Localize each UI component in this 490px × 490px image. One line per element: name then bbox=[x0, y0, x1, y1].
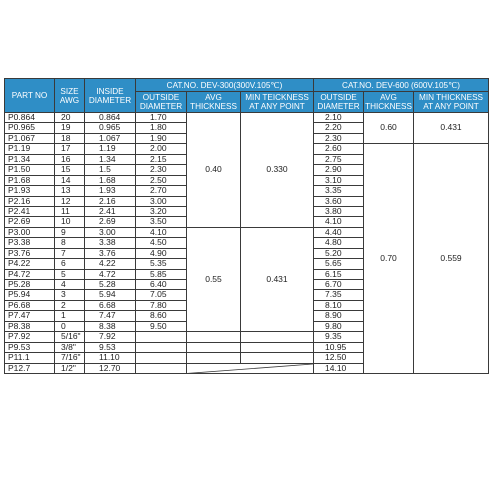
cell-part-no: P4.22 bbox=[5, 259, 55, 269]
table-header bbox=[5, 79, 489, 113]
cell-outside-diameter-300: 2.30 bbox=[136, 165, 187, 175]
cell-size-awg: 9 bbox=[55, 227, 85, 237]
cell-inside-diameter: 3.38 bbox=[85, 238, 136, 248]
cell-size-awg: 1/2" bbox=[55, 363, 85, 373]
cell-outside-diameter-600: 5.65 bbox=[314, 259, 364, 269]
cell-part-no: P1.067 bbox=[5, 133, 55, 143]
cell-part-no: P4.72 bbox=[5, 269, 55, 279]
cell-part-no: P8.38 bbox=[5, 321, 55, 331]
cell-size-awg: 13 bbox=[55, 186, 85, 196]
cell-part-no: P6.68 bbox=[5, 300, 55, 310]
cell-inside-diameter: 8.38 bbox=[85, 321, 136, 331]
cell-inside-diameter: 7.92 bbox=[85, 332, 136, 342]
cell-part-no: P1.93 bbox=[5, 186, 55, 196]
header-avg-thickness-600: AVG THICKNESS bbox=[365, 93, 412, 111]
cell-outside-diameter-600: 7.35 bbox=[314, 290, 364, 300]
cell-outside-diameter-300: 4.50 bbox=[136, 238, 187, 248]
cell-size-awg: 1 bbox=[55, 311, 85, 321]
cell-inside-diameter: 5.94 bbox=[85, 290, 136, 300]
cell-part-no: P2.16 bbox=[5, 196, 55, 206]
cell-part-no: P5.94 bbox=[5, 290, 55, 300]
cell-outside-diameter-300: 3.50 bbox=[136, 217, 187, 227]
cell-empty bbox=[136, 363, 187, 373]
cell-outside-diameter-300: 1.70 bbox=[136, 113, 187, 123]
cell-outside-diameter-600: 6.15 bbox=[314, 269, 364, 279]
cell-inside-diameter: 1.68 bbox=[85, 175, 136, 185]
cell-part-no: P12.7 bbox=[5, 363, 55, 373]
cell-min-thickness-300: 0.330 bbox=[241, 113, 314, 228]
cell-size-awg: 5/16" bbox=[55, 332, 85, 342]
cell-size-awg: 16 bbox=[55, 154, 85, 164]
cell-part-no: P1.19 bbox=[5, 144, 55, 154]
cell-empty bbox=[136, 342, 187, 352]
cell-size-awg: 5 bbox=[55, 269, 85, 279]
cell-outside-diameter-300: 7.80 bbox=[136, 300, 187, 310]
cell-outside-diameter-600: 8.90 bbox=[314, 311, 364, 321]
cell-outside-diameter-300: 2.50 bbox=[136, 175, 187, 185]
cell-inside-diameter: 0.965 bbox=[85, 123, 136, 133]
cell-not-applicable bbox=[187, 363, 314, 373]
cell-part-no: P3.76 bbox=[5, 248, 55, 258]
cell-inside-diameter: 6.68 bbox=[85, 300, 136, 310]
header-part-no: PART NO bbox=[5, 79, 55, 113]
header-size-awg: SIZE AWG bbox=[55, 79, 85, 113]
spec-table bbox=[4, 78, 489, 374]
cell-outside-diameter-300: 5.35 bbox=[136, 259, 187, 269]
cell-empty bbox=[136, 353, 187, 363]
cell-outside-diameter-600: 3.60 bbox=[314, 196, 364, 206]
cell-size-awg: 17 bbox=[55, 144, 85, 154]
cell-inside-diameter: 2.41 bbox=[85, 206, 136, 216]
cell-outside-diameter-600: 9.80 bbox=[314, 321, 364, 331]
cell-inside-diameter: 2.69 bbox=[85, 217, 136, 227]
cell-outside-diameter-300: 5.85 bbox=[136, 269, 187, 279]
cell-inside-diameter: 1.19 bbox=[85, 144, 136, 154]
cell-outside-diameter-600: 14.10 bbox=[314, 363, 364, 373]
cell-outside-diameter-600: 2.75 bbox=[314, 154, 364, 164]
header-min-thickness-300: MIN TEICKNESS AT ANY POINT bbox=[241, 92, 314, 113]
cell-size-awg: 4 bbox=[55, 280, 85, 290]
cell-part-no: P3.38 bbox=[5, 238, 55, 248]
cell-outside-diameter-600: 2.20 bbox=[314, 123, 364, 133]
table-body bbox=[5, 113, 489, 374]
cell-outside-diameter-300: 1.90 bbox=[136, 133, 187, 143]
header-avg-thickness-300: AVG THICKNESS bbox=[187, 92, 241, 113]
cell-inside-diameter: 0.864 bbox=[85, 113, 136, 123]
cell-empty bbox=[187, 353, 241, 363]
cell-part-no: P5.28 bbox=[5, 280, 55, 290]
cell-outside-diameter-600: 12.50 bbox=[314, 353, 364, 363]
cell-outside-diameter-600: 2.30 bbox=[314, 133, 364, 143]
cell-inside-diameter: 1.067 bbox=[85, 133, 136, 143]
cell-inside-diameter: 4.72 bbox=[85, 269, 136, 279]
cell-outside-diameter-300: 3.20 bbox=[136, 206, 187, 216]
cell-part-no: P11.1 bbox=[5, 353, 55, 363]
spec-table-container bbox=[4, 78, 488, 374]
cell-min-thickness-300: 0.431 bbox=[241, 227, 314, 331]
cell-avg-thickness-600: 0.70 bbox=[364, 144, 414, 374]
cell-inside-diameter: 3.00 bbox=[85, 227, 136, 237]
cell-size-awg: 18 bbox=[55, 133, 85, 143]
cell-outside-diameter-300: 3.00 bbox=[136, 196, 187, 206]
cell-outside-diameter-300: 2.70 bbox=[136, 186, 187, 196]
cell-outside-diameter-300: 4.90 bbox=[136, 248, 187, 258]
cell-size-awg: 7 bbox=[55, 248, 85, 258]
header-outside-diameter-300: OUTSIDE DIAMETER bbox=[136, 92, 187, 113]
cell-outside-diameter-300: 8.60 bbox=[136, 311, 187, 321]
cell-part-no: P0.864 bbox=[5, 113, 55, 123]
cell-empty bbox=[187, 332, 241, 342]
cell-outside-diameter-600: 3.35 bbox=[314, 186, 364, 196]
header-dev-300-group: CAT.NO. DEV-300(300V.105℃) bbox=[136, 79, 314, 92]
cell-min-thickness-600: 0.559 bbox=[414, 144, 489, 374]
cell-part-no: P1.68 bbox=[5, 175, 55, 185]
cell-outside-diameter-300: 2.15 bbox=[136, 154, 187, 164]
cell-avg-thickness-300: 0.55 bbox=[187, 227, 241, 331]
cell-outside-diameter-300: 4.10 bbox=[136, 227, 187, 237]
cell-empty bbox=[241, 342, 314, 352]
cell-avg-thickness-600: 0.60 bbox=[364, 113, 414, 144]
table-row bbox=[5, 113, 489, 123]
cell-outside-diameter-600: 10.95 bbox=[314, 342, 364, 352]
cell-size-awg: 12 bbox=[55, 196, 85, 206]
cell-outside-diameter-600: 3.80 bbox=[314, 206, 364, 216]
cell-size-awg: 19 bbox=[55, 123, 85, 133]
cell-inside-diameter: 4.22 bbox=[85, 259, 136, 269]
cell-outside-diameter-600: 4.40 bbox=[314, 227, 364, 237]
cell-inside-diameter: 12.70 bbox=[85, 363, 136, 373]
cell-outside-diameter-600: 2.90 bbox=[314, 165, 364, 175]
cell-outside-diameter-600: 3.10 bbox=[314, 175, 364, 185]
cell-empty bbox=[187, 342, 241, 352]
cell-part-no: P9.53 bbox=[5, 342, 55, 352]
cell-outside-diameter-600: 4.80 bbox=[314, 238, 364, 248]
cell-size-awg: 15 bbox=[55, 165, 85, 175]
cell-outside-diameter-300: 6.40 bbox=[136, 280, 187, 290]
cell-empty bbox=[136, 332, 187, 342]
cell-size-awg: 11 bbox=[55, 206, 85, 216]
cell-inside-diameter: 5.28 bbox=[85, 280, 136, 290]
cell-inside-diameter: 3.76 bbox=[85, 248, 136, 258]
cell-part-no: P7.92 bbox=[5, 332, 55, 342]
cell-inside-diameter: 1.34 bbox=[85, 154, 136, 164]
cell-part-no: P1.34 bbox=[5, 154, 55, 164]
cell-inside-diameter: 7.47 bbox=[85, 311, 136, 321]
cell-size-awg: 3/8" bbox=[55, 342, 85, 352]
cell-inside-diameter: 1.5 bbox=[85, 165, 136, 175]
cell-size-awg: 10 bbox=[55, 217, 85, 227]
cell-part-no: P1.50 bbox=[5, 165, 55, 175]
cell-outside-diameter-600: 2.10 bbox=[314, 113, 364, 123]
cell-inside-diameter: 1.93 bbox=[85, 186, 136, 196]
cell-avg-thickness-300: 0.40 bbox=[187, 113, 241, 228]
cell-min-thickness-600: 0.431 bbox=[414, 113, 489, 144]
cell-size-awg: 2 bbox=[55, 300, 85, 310]
cell-size-awg: 6 bbox=[55, 259, 85, 269]
cell-size-awg: 8 bbox=[55, 238, 85, 248]
header-dev-600-group: CAT.NO. DEV-600 (600V.105℃) bbox=[314, 79, 489, 92]
cell-size-awg: 7/16" bbox=[55, 353, 85, 363]
cell-empty bbox=[241, 353, 314, 363]
cell-inside-diameter: 11.10 bbox=[85, 353, 136, 363]
header-inside-diameter: INSIDE DIAMETER bbox=[85, 79, 136, 113]
cell-outside-diameter-600: 5.20 bbox=[314, 248, 364, 258]
cell-inside-diameter: 2.16 bbox=[85, 196, 136, 206]
cell-size-awg: 3 bbox=[55, 290, 85, 300]
cell-empty bbox=[241, 332, 314, 342]
header-outside-diameter-600: OUTSIDE DIAMETER bbox=[314, 92, 364, 113]
cell-outside-diameter-600: 8.10 bbox=[314, 300, 364, 310]
cell-outside-diameter-600: 6.70 bbox=[314, 280, 364, 290]
cell-size-awg: 0 bbox=[55, 321, 85, 331]
cell-part-no: P0.965 bbox=[5, 123, 55, 133]
cell-outside-diameter-300: 1.80 bbox=[136, 123, 187, 133]
cell-outside-diameter-300: 7.05 bbox=[136, 290, 187, 300]
cell-outside-diameter-300: 2.00 bbox=[136, 144, 187, 154]
cell-outside-diameter-600: 4.10 bbox=[314, 217, 364, 227]
cell-inside-diameter: 9.53 bbox=[85, 342, 136, 352]
diagonal-line bbox=[187, 364, 313, 373]
cell-outside-diameter-300: 9.50 bbox=[136, 321, 187, 331]
cell-part-no: P3.00 bbox=[5, 227, 55, 237]
cell-outside-diameter-600: 9.35 bbox=[314, 332, 364, 342]
header-min-thickness-600: MIN THICKNESS AT ANY POINT bbox=[414, 92, 489, 113]
cell-size-awg: 14 bbox=[55, 175, 85, 185]
cell-outside-diameter-600: 2.60 bbox=[314, 144, 364, 154]
cell-part-no: P2.69 bbox=[5, 217, 55, 227]
cell-size-awg: 20 bbox=[55, 113, 85, 123]
cell-part-no: P7.47 bbox=[5, 311, 55, 321]
cell-part-no: P2.41 bbox=[5, 206, 55, 216]
